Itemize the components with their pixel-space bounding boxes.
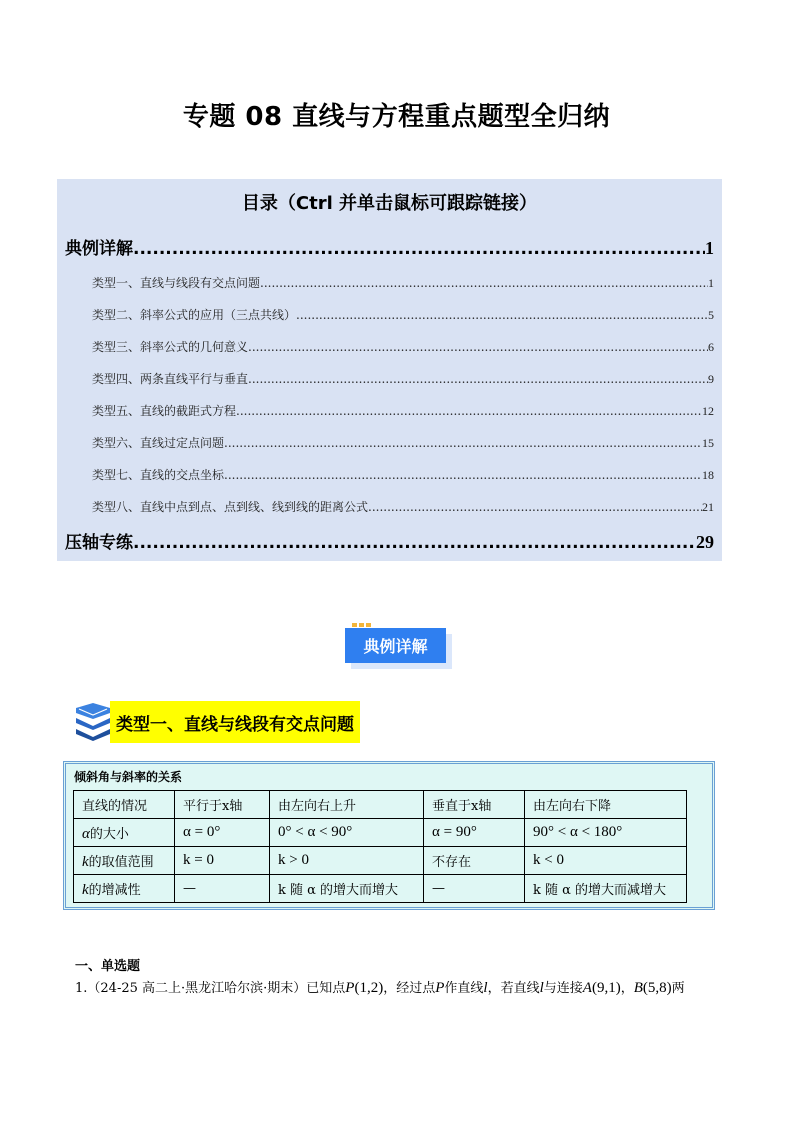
toc-entry-page: 1: [708, 276, 714, 290]
toc-entry-label: 类型七、直线的交点坐标: [92, 468, 225, 482]
toc-leader-dots: [236, 404, 702, 418]
table-cell: α = 0°: [175, 819, 270, 847]
toc-entry-label: 典例详解: [65, 239, 133, 259]
relation-table: [73, 790, 687, 903]
toc-entry-label: 类型四、两条直线平行与垂直: [92, 372, 249, 386]
row-header: 直线的情况: [74, 791, 175, 819]
toc-entry-label: 类型五、直线的截距式方程: [92, 404, 237, 418]
table-cell: k < 0: [525, 847, 687, 875]
toc-entry-type-3[interactable]: [92, 338, 714, 355]
table-cell: 由左向右下降: [525, 791, 687, 819]
section-badge: [345, 628, 446, 663]
row-header: α的大小: [74, 819, 175, 847]
table-of-contents: [57, 179, 722, 561]
toc-entry-page: 9: [708, 372, 714, 386]
table-row: [74, 791, 687, 819]
toc-leader-dots: [224, 436, 702, 450]
toc-entry-label: 类型三、斜率公式的几何意义: [92, 340, 249, 354]
toc-entry-page: 5: [708, 308, 714, 322]
toc-entry-type-2[interactable]: [92, 306, 714, 323]
table-cell: 0° < α < 90°: [270, 819, 424, 847]
row-header: k的增减性: [74, 875, 175, 903]
table-cell: 不存在: [424, 847, 525, 875]
toc-entry-type-5[interactable]: [92, 402, 714, 419]
toc-entry-examples[interactable]: [65, 234, 714, 259]
toc-leader-dots: [260, 276, 708, 290]
table-cell: 垂直于x轴: [424, 791, 525, 819]
toc-leader-dots: [133, 239, 705, 259]
toc-entry-page: 18: [702, 468, 714, 482]
toc-entry-page: 29: [696, 532, 714, 552]
table-row: [74, 847, 687, 875]
question-1: 1.（24-25 高二上·黑龙江哈尔滨·期末）已知点P(1,2)，经过点P作直线l，若直线l与连接A(9,1)，B(5,8)两: [75, 980, 685, 996]
toc-entry-type-8[interactable]: [92, 498, 714, 515]
toc-entry-type-6[interactable]: [92, 434, 714, 451]
question-number: 1.: [75, 981, 88, 996]
toc-entry-label: 类型八、直线中点到点、点到线、线到线的距离公式: [92, 500, 369, 514]
table-cell: k = 0: [175, 847, 270, 875]
table-row: [74, 819, 687, 847]
toc-leader-dots: [248, 372, 708, 386]
table-cell: k > 0: [270, 847, 424, 875]
badge-tick: [352, 623, 357, 627]
table-cell: —: [175, 875, 270, 903]
toc-leader-dots: [368, 500, 702, 514]
toc-entry-page: 21: [702, 500, 714, 514]
toc-entry-label: 压轴专练: [65, 533, 133, 553]
relation-box: [63, 761, 715, 910]
toc-entry-label: 类型二、斜率公式的应用（三点共线）: [92, 308, 297, 322]
toc-entry-type-1[interactable]: [92, 274, 714, 291]
table-cell: 平行于x轴: [175, 791, 270, 819]
relation-box-caption: 倾斜角与斜率的关系: [74, 770, 183, 784]
table-cell: 由左向右上升: [270, 791, 424, 819]
table-cell: k 随 α 的增大而增大: [270, 875, 424, 903]
badge-tick: [366, 623, 371, 627]
row-header: k的取值范围: [74, 847, 175, 875]
toc-entry-label: 类型六、直线过定点问题: [92, 436, 225, 450]
badge-tick: [359, 623, 364, 627]
toc-leader-dots: [133, 533, 696, 553]
toc-heading: 目录（Ctrl 并单击鼠标可跟踪链接）: [241, 193, 538, 214]
table-cell: α = 90°: [424, 819, 525, 847]
toc-entry-page: 15: [702, 436, 714, 450]
toc-entry-challenge[interactable]: [65, 528, 714, 553]
toc-leader-dots: [296, 308, 708, 322]
exercise-section-label: 一、单选题: [75, 959, 141, 974]
toc-leader-dots: [248, 340, 708, 354]
toc-entry-type-4[interactable]: [92, 370, 714, 387]
toc-entry-page: 12: [702, 404, 714, 418]
question-source: （24-25 高二上·黑龙江哈尔滨·期末）: [87, 981, 307, 996]
table-row: [74, 875, 687, 903]
table-cell: —: [424, 875, 525, 903]
toc-entry-type-7[interactable]: [92, 466, 714, 483]
badge-label: 典例详解: [345, 628, 446, 663]
page-title: 专题 08 直线与方程重点题型全归纳: [182, 102, 611, 132]
type-heading-label: 类型一、直线与线段有交点问题: [110, 701, 360, 743]
toc-entry-page: 1: [705, 238, 714, 258]
table-cell: k 随 α 的增大而减增大: [525, 875, 687, 903]
toc-leader-dots: [224, 468, 702, 482]
toc-entry-page: 6: [708, 340, 714, 354]
books-icon: [73, 703, 113, 741]
table-cell: 90° < α < 180°: [525, 819, 687, 847]
toc-entry-label: 类型一、直线与线段有交点问题: [92, 276, 261, 290]
